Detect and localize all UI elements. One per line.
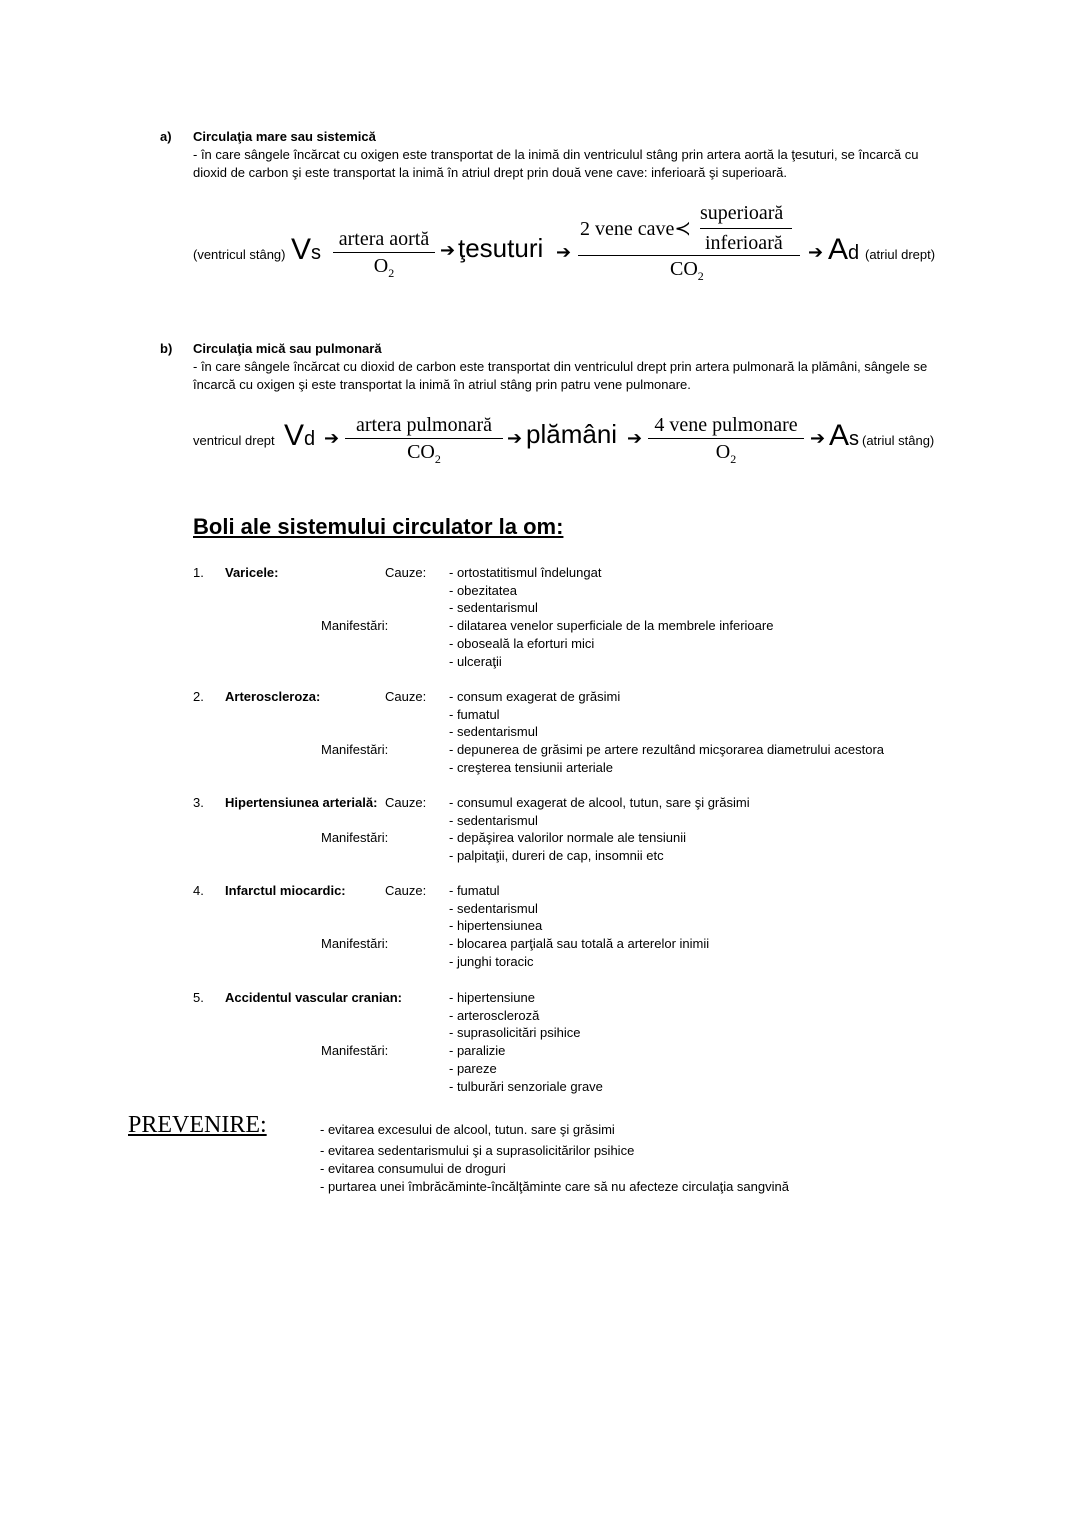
cause-item: - sedentarismul — [449, 812, 538, 828]
cause-item: - consumul exagerat de alcool, tutun, sare şi grăsimi — [449, 795, 750, 810]
prevention-item: - purtarea unei îmbrăcăminte-încălţăminte care să nu afecteze circulaţia sangvină — [320, 1179, 789, 1194]
arrow-icon: ➔ — [808, 242, 824, 262]
manifestation-item: - creşterea tensiunii arteriale — [449, 759, 614, 775]
disease-name: Varicele: — [225, 565, 279, 580]
cause-item: - arteroscleroză — [449, 1007, 540, 1023]
manifestations-label: Manifestări: — [321, 936, 389, 952]
disease-number: 2. — [193, 689, 204, 704]
eq-b-fraction-2: 4 vene pulmonare $O_2$ — [648, 414, 804, 470]
manifestation-item: - blocarea parţială sau totală a arterelor inimii — [449, 936, 710, 952]
arrow-icon: ➔ — [507, 428, 523, 448]
eq-b-left-label: ventricul drept — [193, 433, 275, 448]
section-a-line2: dioxid de carbon şi este transportat la inimă în atriul drept prin două vene cave: inferioară şi superioară. — [193, 165, 787, 180]
eq-b-right-symbol: As — [829, 419, 860, 452]
disease-name: Arteroscleroza: — [225, 689, 321, 704]
eq-a-branch-bar — [700, 228, 792, 229]
prevention-label: PREVENIRE: — [128, 1112, 267, 1138]
eq-b-left-symbol: Vd — [284, 419, 316, 452]
causes-label: Cauze: — [385, 565, 427, 580]
eq-b-middle: plămâni — [526, 419, 618, 449]
arrow-icon: ➔ — [627, 428, 643, 448]
eq-a-left-label: (ventricul stâng) — [193, 247, 286, 262]
cause-item: - ortostatitismul îndelungat — [449, 565, 602, 580]
eq-b-fraction-1: artera pulmonară $CO_2$ — [345, 414, 503, 470]
section-b-letter: b) — [160, 341, 173, 356]
disease-name: Infarctul miocardic: — [225, 883, 346, 898]
section-a-line1: - în care sângele încărcat cu oxigen este transportat de la inimă din ventriculul stâng prin artera aortă la ţesuturi, se încarcă cu — [193, 147, 919, 162]
arrow-icon: ➔ — [324, 428, 340, 448]
manifestation-item: - palpitaţii, dureri de cap, insomnii etc — [449, 848, 664, 864]
causes-label: Cauze: — [385, 795, 427, 810]
cause-item: - fumatul — [449, 883, 500, 898]
diseases-heading: Boli ale sistemului circulator la om: — [193, 514, 564, 539]
eq-a-left-symbol: Vs — [291, 233, 322, 266]
eq-b-right-label: (atriul stâng) — [862, 433, 935, 448]
manifestation-item: - junghi toracic — [449, 953, 534, 969]
section-b-line1: - în care sângele încărcat cu dioxid de carbon este transportat din ventriculul drept prin artera pulmonară la plămâni, sângele se — [193, 359, 928, 374]
prevention-item: - evitarea excesului de alcool, tutun. sare şi grăsimi — [320, 1122, 615, 1137]
eq-a-branch-top: superioară — [700, 202, 784, 224]
disease-number: 1. — [193, 565, 204, 580]
manifestations-label: Manifestări: — [321, 1043, 389, 1059]
prevention-item: - evitarea consumului de droguri — [320, 1161, 506, 1176]
cause-item: - hipertensiunea — [449, 918, 543, 934]
disease-number: 5. — [193, 990, 204, 1005]
manifestations-label: Manifestări: — [321, 830, 389, 846]
cause-item: - hipertensiune — [449, 990, 535, 1005]
arrow-icon: ➔ — [556, 242, 572, 262]
cause-item: - consum exagerat de grăsimi — [449, 689, 621, 704]
section-a-letter: a) — [160, 129, 172, 144]
disease-number: 3. — [193, 795, 204, 810]
manifestations-label: Manifestări: — [321, 742, 389, 758]
eq-a-frac2-numerator: 2 vene cave≺ — [580, 218, 692, 240]
eq-a-middle: ţesuturi — [458, 233, 544, 263]
manifestation-item: - dilatarea venelor superficiale de la membrele inferioare — [449, 618, 774, 634]
section-b-title: Circulaţia mică sau pulmonară — [193, 341, 382, 356]
manifestation-item: - tulburări senzoriale grave — [449, 1078, 603, 1094]
arrow-icon: ➔ — [810, 428, 826, 448]
manifestation-item: - paralizie — [449, 1043, 506, 1059]
eq-a-fraction-1: artera aortă $O_2$ — [333, 228, 435, 284]
eq-a-frac2-denominator: $CO_2$ — [670, 258, 704, 283]
cause-item: - sedentarismul — [449, 600, 538, 616]
manifestation-item: - depunerea de grăsimi pe artere rezultând micşorarea diametrului acestora — [449, 742, 884, 758]
eq-a-branch-bottom: inferioară — [705, 232, 783, 254]
manifestation-item: - depăşirea valorilor normale ale tensiunii — [449, 830, 687, 846]
causes-label: Cauze: — [385, 689, 427, 704]
section-a-title: Circulaţia mare sau sistemică — [193, 129, 376, 144]
cause-item: - fumatul — [449, 706, 500, 722]
cause-item: - sedentarismul — [449, 724, 538, 740]
cause-item: - suprasolicitări psihice — [449, 1025, 581, 1041]
disease-number: 4. — [193, 883, 204, 898]
cause-item: - sedentarismul — [449, 900, 538, 916]
manifestation-item: - oboseală la eforturi mici — [449, 635, 595, 651]
disease-name: Hipertensiunea arterială: — [225, 795, 378, 810]
eq-a-right-symbol: Ad — [828, 233, 860, 266]
prevention-item: - evitarea sedentarismului şi a suprasolicitărilor psihice — [320, 1143, 635, 1158]
manifestation-item: - ulceraţii — [449, 653, 502, 669]
disease-name: Accidentul vascular cranian: — [225, 990, 403, 1005]
arrow-icon: ➔ — [440, 240, 456, 260]
manifestations-label: Manifestări: — [321, 618, 389, 634]
eq-a-frac2-bar — [578, 255, 800, 256]
cause-item: - obezitatea — [449, 582, 517, 598]
manifestation-item: - pareze — [449, 1060, 497, 1076]
causes-label: Cauze: — [385, 883, 427, 898]
eq-a-right-label: (atriul drept) — [865, 247, 936, 262]
section-b-line2: încarcă cu oxigen şi este transportat la inimă în atriul stâng prin patru vene pulmonare. — [193, 377, 691, 392]
